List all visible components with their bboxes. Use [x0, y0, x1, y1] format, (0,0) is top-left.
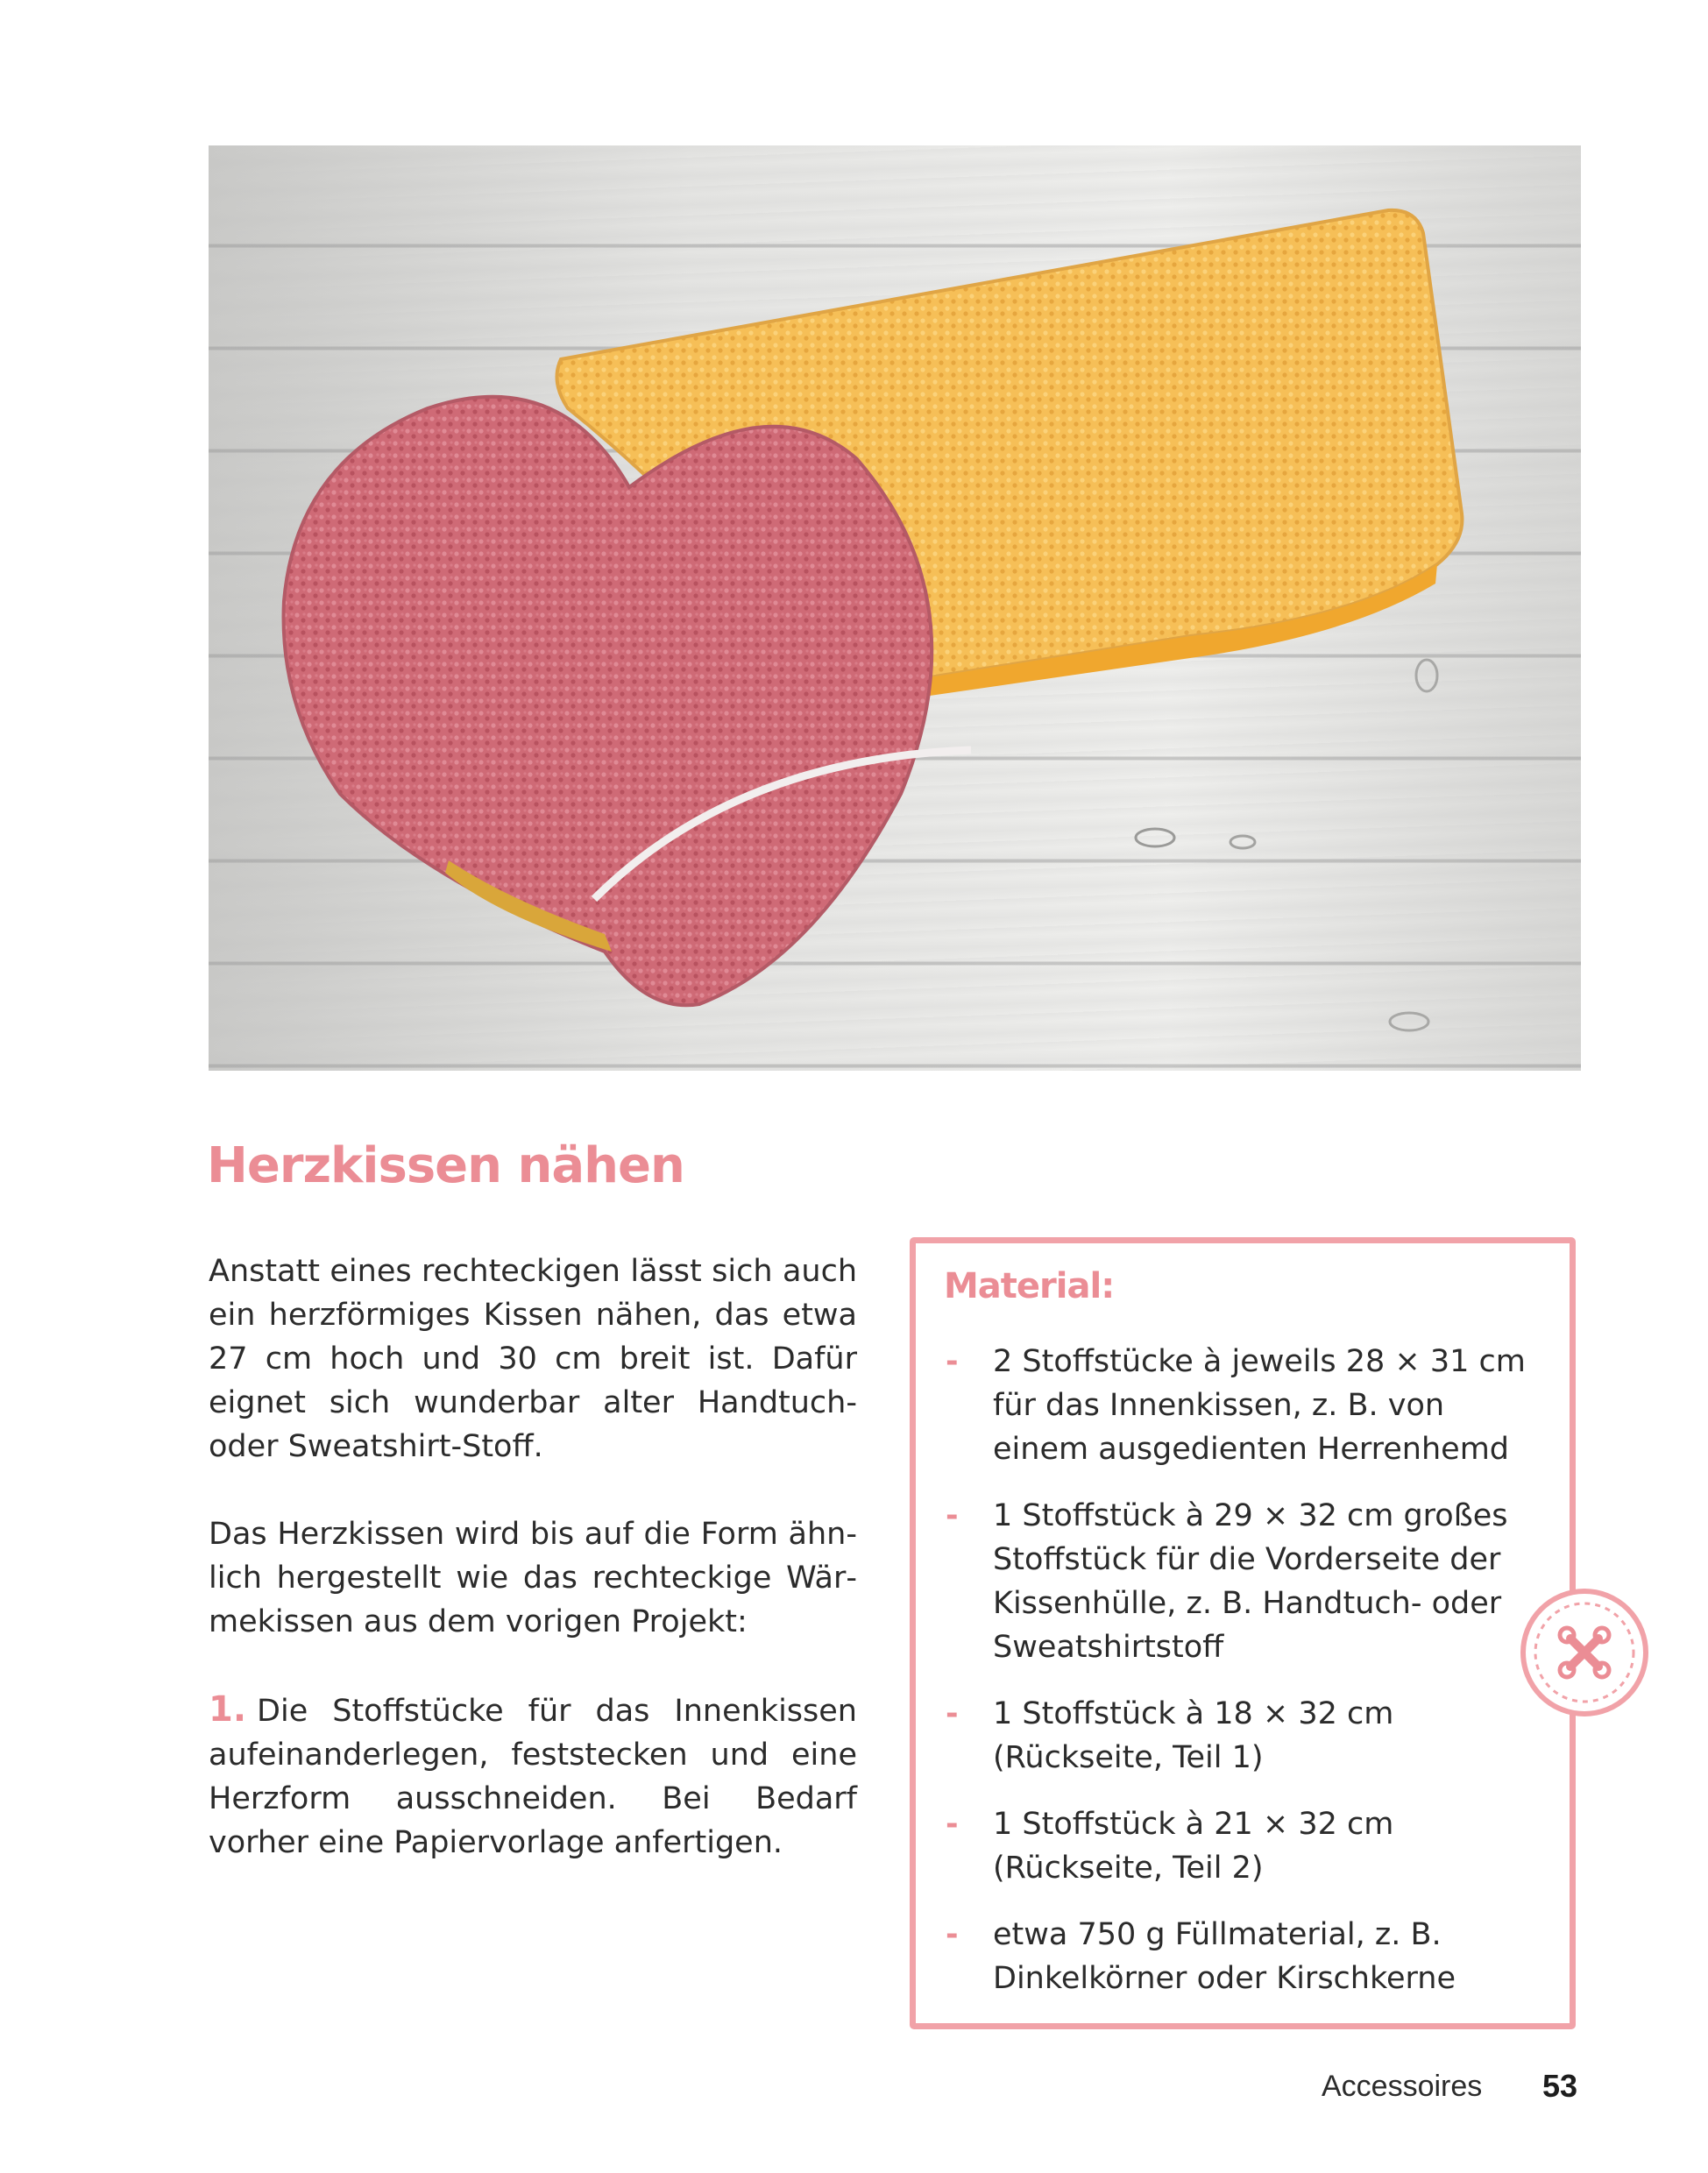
material-item-text: 1 Stoffstück à 21 × 32 cm (Rückseite, Teil 2): [993, 1807, 1394, 1886]
step-1: [209, 1688, 857, 1865]
material-title: Material:: [944, 1266, 1115, 1306]
material-item-text: 1 Stoffstück à 29 × 32 cm großes Stoffstück für die Vorderseite der Kissenhülle, z. B. Handtuch- oder Sweatshirtstoff: [993, 1498, 1508, 1665]
material-item-text: etwa 750 g Füllmaterial, z. B. Dinkelkörner oder Kirschkerne: [993, 1917, 1456, 1996]
bullet-dash: -: [946, 1696, 959, 1731]
wood-knot: [1230, 836, 1255, 848]
material-item-text: 2 Stoffstücke à jeweils 28 × 31 cm für das Innenkissen, z. B. von einem ausgedienten Herrenhemd: [993, 1344, 1526, 1467]
page-title: Herzkissen nähen: [207, 1137, 684, 1194]
material-item: [942, 1913, 1547, 2000]
bullet-dash: -: [946, 1807, 959, 1842]
material-item: [942, 1340, 1547, 1471]
step-text: Die Stoffstücke für das Innenkissen aufeinanderlegen, feststecken und eine Herzform ausschneiden. Bei Bedarf vorher eine Papiervorlage anfertigen.: [209, 1694, 857, 1860]
material-list: [942, 1340, 1547, 2023]
bullet-dash: -: [946, 1917, 959, 1952]
material-item: [942, 1692, 1547, 1780]
pillows-illustration: [209, 145, 1581, 1071]
bullet-dash: -: [946, 1498, 959, 1533]
intro-paragraph: Anstatt eines rechteckigen lässt sich auch ein herzförmiges Kissen nähen, das etwa 27 cm hoch und 30 cm breit ist. Dafür eignet sich wunderbar alter Handtuch- oder Sweatshirt-Stoff.: [209, 1254, 857, 1464]
material-box: [910, 1237, 1576, 2029]
bullet-dash: -: [946, 1344, 959, 1379]
material-item: [942, 1802, 1547, 1890]
wood-knot: [1390, 1013, 1428, 1030]
description-paragraph: Das Herzkissen wird bis auf die Form ähnlich hergestellt wie das rechteckige Wärmekissen aus dem vorigen Projekt:: [209, 1517, 857, 1639]
material-item-text: 1 Stoffstück à 18 × 32 cm (Rückseite, Teil 1): [993, 1696, 1394, 1775]
sewing-button-icon: [1520, 1588, 1649, 1717]
wood-knot: [1136, 829, 1174, 846]
material-item: [942, 1494, 1547, 1669]
hero-photo: [209, 145, 1581, 1071]
page-number: 53: [1542, 2068, 1578, 2104]
wood-knot: [1416, 660, 1437, 691]
heart-pillow: [284, 397, 932, 1005]
body-text: [209, 1249, 857, 1908]
footer-section-title: Accessoires: [1322, 2070, 1483, 2103]
step-number: 1.: [209, 1689, 247, 1730]
